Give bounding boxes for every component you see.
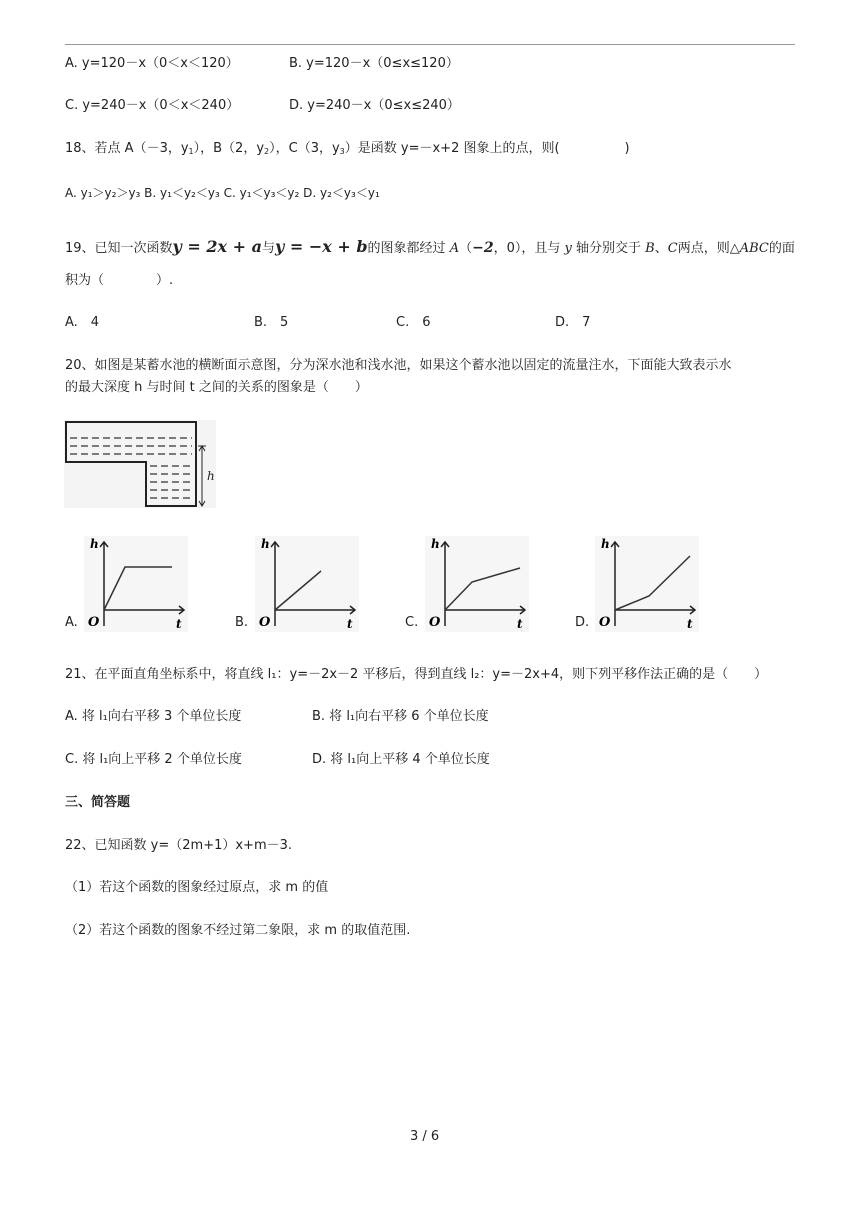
q22-part1: （1）若这个函数的图象经过原点，求 m 的值 <box>65 880 329 895</box>
reservoir-h-label: h <box>207 469 215 483</box>
q21-option-d: D. 将 l₁向上平移 4 个单位长度 <box>312 752 490 767</box>
reservoir-figure <box>64 420 216 508</box>
q17-option-d: D. y=240－x（0≤x≤240） <box>289 98 460 113</box>
graph-b-h: h <box>261 537 270 551</box>
q17-option-c: C. y=240－x（0＜x＜240） <box>65 98 240 113</box>
q20-stem-line1: 20、如图是某蓄水池的横断面示意图，分为深水池和浅水池，如果这个蓄水池以固定的流量注水，下面能大致表示水 <box>65 358 732 373</box>
q19-option-d: D. 7 <box>555 315 591 330</box>
q19-option-c: C. 6 <box>396 315 431 330</box>
header-rule <box>65 44 795 45</box>
graph-c-label: C. <box>405 615 419 630</box>
graph-b-t: t <box>347 617 353 631</box>
q19-option-b: B. 5 <box>254 315 289 330</box>
graph-a-t: t <box>176 617 182 631</box>
section-heading: 三、简答题 <box>65 795 131 810</box>
q21-option-a: A. 将 l₁向右平移 3 个单位长度 <box>65 709 242 724</box>
graph-c-o: O <box>429 615 441 630</box>
graph-b <box>255 536 359 632</box>
q21-stem: 21、在平面直角坐标系中，将直线 l₁：y=－2x－2 平移后，得到直线 l₂：y=－2x+4，则下列平移作法正确的是（ ） <box>65 667 768 682</box>
page-number: 3 / 6 <box>410 1129 440 1144</box>
graph-a-h: h <box>90 537 99 551</box>
q22-stem: 22、已知函数 y=（2m+1）x+m－3. <box>65 838 293 853</box>
graph-b-label: B. <box>235 615 249 630</box>
graph-d-o: O <box>599 615 611 630</box>
graph-a-o: O <box>88 615 100 630</box>
graph-d-t: t <box>687 617 693 631</box>
graph-b-o: O <box>259 615 271 630</box>
graph-d-h: h <box>601 537 610 551</box>
graph-c <box>425 536 529 632</box>
graph-a-label: A. <box>65 615 78 630</box>
q17-option-a: A. y=120－x（0＜x＜120） <box>65 56 239 71</box>
graph-d <box>595 536 699 632</box>
q19-stem-line2: 积为（ ）. <box>65 273 174 288</box>
q18-stem: 18、若点 A（－3，y1），B（2，y2），C（3，y3）是函数 y=－x+2 图象上的点，则( ) <box>65 141 630 156</box>
graph-d-label: D. <box>575 615 590 630</box>
q22-part2: （2）若这个函数的图象不经过第二象限，求 m 的取值范围. <box>65 923 411 938</box>
graph-c-h: h <box>431 537 440 551</box>
q18-options: A. y₁＞y₂＞y₃ B. y₁＜y₂＜y₃ C. y₁＜y₃＜y₂ D. y₂＜y₃＜y₁ <box>65 186 380 200</box>
q17-option-b: B. y=120－x（0≤x≤120） <box>289 56 459 71</box>
graph-c-t: t <box>517 617 523 631</box>
q21-option-c: C. 将 l₁向上平移 2 个单位长度 <box>65 752 242 767</box>
graph-a <box>84 536 188 632</box>
q19-stem: 19、已知一次函数y = 2x + a与y = −x + b的图象都经过 A（−2，0），且与 y 轴分别交于 B、C两点，则△ABC的面 <box>65 237 795 256</box>
q20-stem-line2: 的最大深度 h 与时间 t 之间的关系的图象是（ ） <box>65 380 368 395</box>
q19-option-a: A. 4 <box>65 315 100 330</box>
q21-option-b: B. 将 l₁向右平移 6 个单位长度 <box>312 709 489 724</box>
